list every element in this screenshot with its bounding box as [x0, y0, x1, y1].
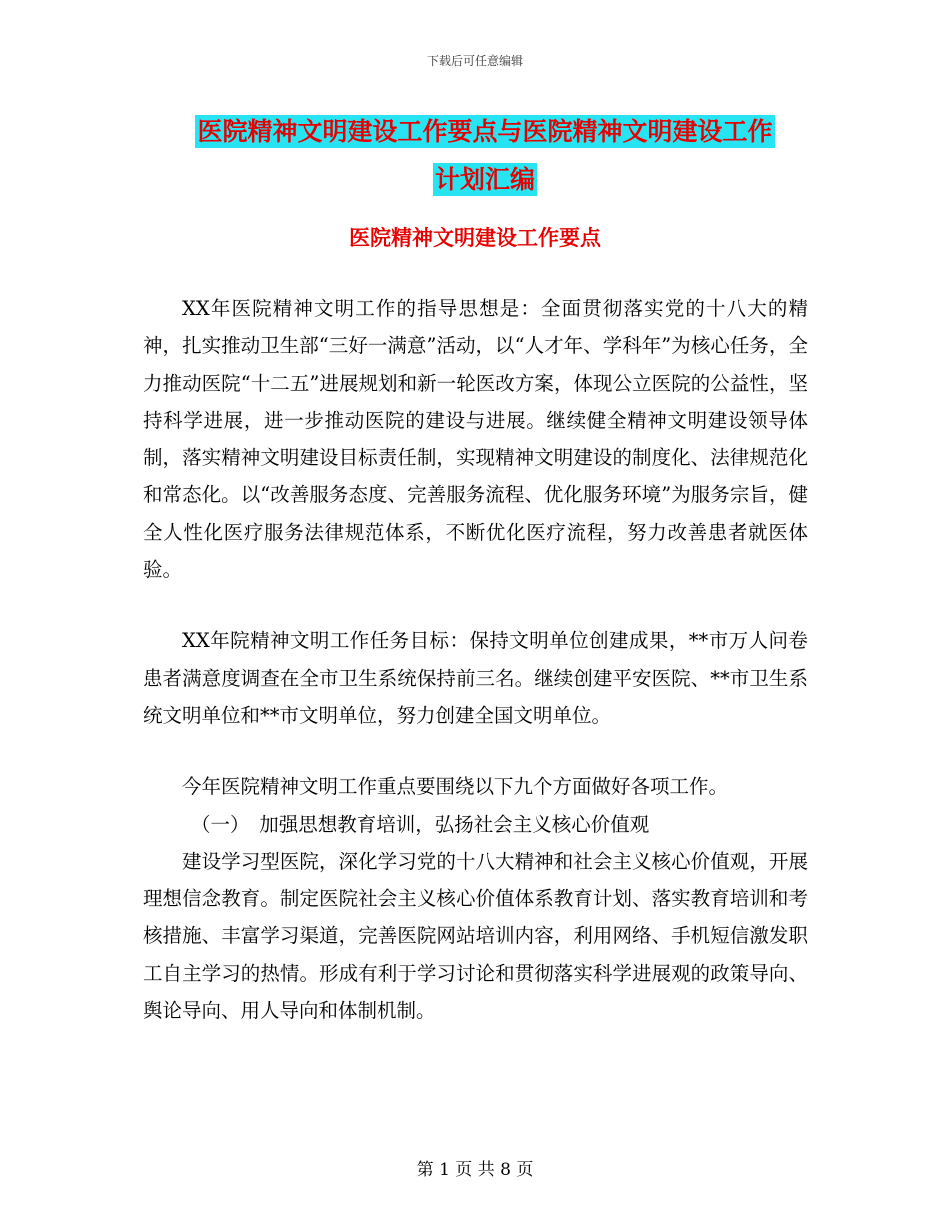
page-footer: 第 1 页 共 8 页 — [416, 1160, 534, 1180]
document-title-line2: 计划汇编 — [434, 165, 535, 194]
section-title: 医院精神文明建设工作要点 — [349, 226, 601, 250]
document-title-line1: 医院精神文明建设工作要点与医院精神文明建设工作 — [197, 117, 773, 146]
paragraph-key-work: 今年医院精神文明工作重点要围绕以下九个方面做好各项工作。 — [182, 775, 729, 799]
paragraph-learning-hospital: 建设学习型医院，深化学习党的十八大精神和社会主义核心价值观，开展理想信念教育。制定医院社会主义核心价值体系教育计划、落实教育培训和考核措施、丰富学习渠道，完善医院网站培训内容，利用网络、手机短信激发职工自主学习的热情。形成有利于学习讨论和贯彻落实科学进展观的政策导向、舆论导向、用人导向和体制机制。 — [143, 849, 808, 1023]
document-title — [140, 108, 830, 204]
subheading-1: （一） 加强思想教育培训，弘扬社会主义核心价值观 — [191, 812, 650, 836]
header-note: 下载后可任意编辑 — [426, 54, 523, 68]
paragraph-guiding-ideology: XX年医院精神文明工作的指导思想是：全面贯彻落实党的十八大的精神，扎实推动卫生部“三好一满意”活动，以“人才年、学科年”为核心任务，全力推动医院“十二五”进展规划和新一轮医改方案，体现公立医院的公益性，坚持科学进展，进一步推动医院的建设与进展。继续健全精神文明建设领导体制，落实精神文明建设目标责任制，实现精神文明建设的制度化、法律规范化和常态化。以“改善服务态度、完善服务流程、优化服务环境”为服务宗旨，健全人性化医疗服务法律规范体系，不断优化医疗流程，努力改善患者就医体验。 — [143, 297, 808, 582]
document-body — [143, 290, 808, 1029]
paragraph-task-goals: XX年院精神文明工作任务目标：保持文明单位创建成果，**市万人问卷患者满意度调查在全市卫生系统保持前三名。继续创建平安医院、**市卫生系统文明单位和**市文明单位，努力创建全国文明单位。 — [143, 629, 808, 727]
